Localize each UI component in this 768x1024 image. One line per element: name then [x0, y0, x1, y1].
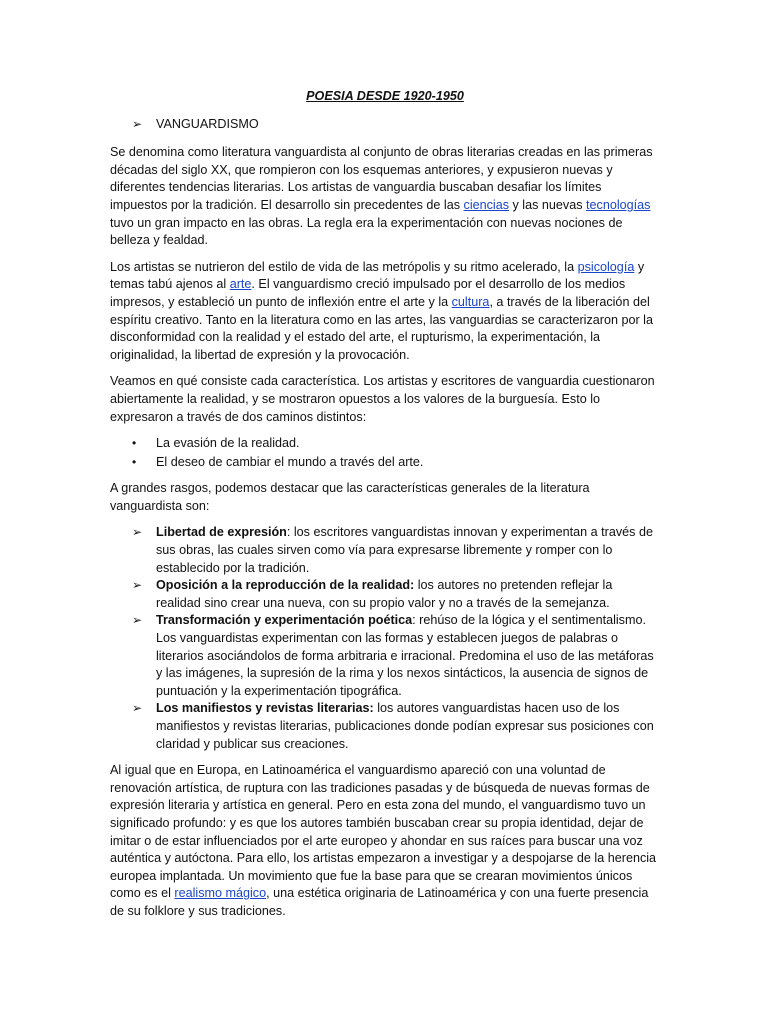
paragraph-text: y las nuevas — [509, 197, 587, 212]
list-item — [132, 435, 660, 453]
paragraph-intro — [110, 144, 660, 250]
link-ciencias[interactable]: ciencias — [463, 197, 510, 212]
list-item-text: El deseo de cambiar el mundo a través del arte. — [156, 454, 424, 469]
bullet-icon: • — [132, 436, 137, 451]
features-list — [110, 524, 660, 753]
paragraph-general-features: A grandes rasgos, podemos destacar que las características generales de la literatura vanguardista son: — [110, 481, 590, 513]
arrow-bullet-icon: ➢ — [132, 525, 143, 540]
feature-item — [132, 612, 660, 700]
paragraph-text: , una estética originaria de Latinoamérica y con una fuerte presencia de su folklore y sus tradiciones. — [110, 886, 649, 918]
paragraph-text: tuvo un gran impacto en las obras. La regla era la experimentación con nuevas nociones de belleza y fealdad. — [110, 215, 623, 248]
link-psicologia[interactable]: psicología — [577, 259, 635, 274]
paragraph-text: Los artistas se nutrieron del estilo de vida de las metrópolis y su ritmo acelerado, la — [110, 259, 578, 274]
feature-text — [156, 612, 660, 700]
feature-term: Oposición a la reproducción de la realidad: — [156, 578, 415, 593]
section-heading — [132, 116, 660, 134]
arrow-bullet-icon: ➢ — [132, 578, 143, 593]
paragraph-text: . El vanguardismo creció impulsado por el desarrollo de los medios impresos, y estableció un punto de inflexión entre el arte y la — [110, 277, 626, 309]
paragraph-latinoamerica — [110, 762, 660, 920]
feature-text — [156, 524, 660, 577]
link-tecnologias[interactable]: tecnologías — [586, 197, 651, 212]
feature-desc: los autores vanguardistas hacen uso de los manifiestos y revistas literarias, publicaciones donde podían expresar sus posiciones con claridad y publicar sus creaciones. — [156, 701, 654, 751]
paragraph-text: y temas tabú ajenos al — [110, 259, 645, 292]
link-realismo-magico[interactable]: realismo mágico — [174, 886, 267, 901]
feature-desc: los autores no pretenden reflejar la realidad sino crear una nueva, con su propio valor y no a través de la semejanza. — [156, 578, 613, 610]
feature-desc: : rehúso de la lógica y el sentimentalismo. Los vanguardistas experimentan con las formas y establecen juegos de palabras o literarios asociándolos de forma arbitraria e irracional. Predomina el uso de las metáforas y las imágenes, la supresión de la rima y los nexos sintácticos, la ausencia de signos de puntuación y la experimentación tipográfica. — [156, 613, 654, 698]
list-item-text: La evasión de la realidad. — [156, 436, 300, 451]
feature-term: Transformación y experimentación poética — [156, 613, 413, 628]
bullet-list — [110, 435, 660, 471]
section-heading-text: VANGUARDISMO — [156, 116, 259, 131]
arrow-bullet-icon: ➢ — [132, 116, 143, 131]
feature-item — [132, 577, 660, 612]
arrow-bullet-icon: ➢ — [132, 613, 143, 628]
paragraph-text: , a través de la liberación del espíritu creativo. Tanto en la literatura como en las artes, las vanguardias se caracterizaron por la disconformidad con la realidad y el estado del arte, el rupturismo, la experimentación, la originalidad, la libertad de expresión y la provocación. — [110, 294, 653, 362]
paragraph-characteristics-intro: Veamos en qué consiste cada característica. Los artistas y escritores de vanguardia cuestionaron abiertamente la realidad, y se mostraron opuestos a los valores de la burguesía. Esto lo expresaron a través de dos caminos distintos: — [110, 374, 655, 424]
page-title: POESIA DESDE 1920-1950 — [306, 89, 464, 103]
list-item — [132, 454, 660, 472]
link-cultura[interactable]: cultura — [451, 294, 490, 309]
feature-term: Los manifiestos y revistas literarias: — [156, 701, 374, 716]
paragraph-artists — [110, 259, 660, 365]
feature-desc: : los escritores vanguardistas innovan y experimentan a través de sus obras, las cuales sirven como vía para expresarse libremente y romper con lo establecido por la tradición. — [156, 525, 653, 575]
arrow-bullet-icon: ➢ — [132, 701, 143, 716]
feature-item — [132, 700, 660, 753]
feature-text — [156, 577, 660, 612]
paragraph-text: Al igual que en Europa, en Latinoamérica el vanguardismo apareció con una voluntad de renovación artística, de ruptura con las tradiciones pasadas y de búsqueda de nuevas formas de expresión literaria y artística en general. Pero en esta zona del mundo, el vanguardismo tuvo un significado profundo: y es que los autores también buscaban crear su propia identidad, dejar de imitar o de estar influenciados por el arte europeo y ahondar en sus raíces para buscar una voz auténtica y autóctona. Para ello, los artistas empezaron a investigar y a despojarse de la herencia europea implantada. Un movimiento que fue la base para que se crearan movimientos únicos como es el — [110, 763, 657, 901]
feature-text — [156, 700, 660, 753]
link-arte[interactable]: arte — [229, 277, 252, 292]
bullet-icon: • — [132, 454, 137, 469]
feature-item — [132, 524, 660, 577]
paragraph-text: Se denomina como literatura vanguardista al conjunto de obras literarias creadas en las primeras décadas del siglo XX, que rompieron con los esquemas anteriores, y expusieron nuevas y diferentes tendencias literarias. Los artistas de vanguardia buscaban desafiar los límites impuestos por la tradición. El desarrollo sin precedentes de las — [110, 145, 653, 212]
feature-term: Libertad de expresión — [156, 525, 287, 540]
